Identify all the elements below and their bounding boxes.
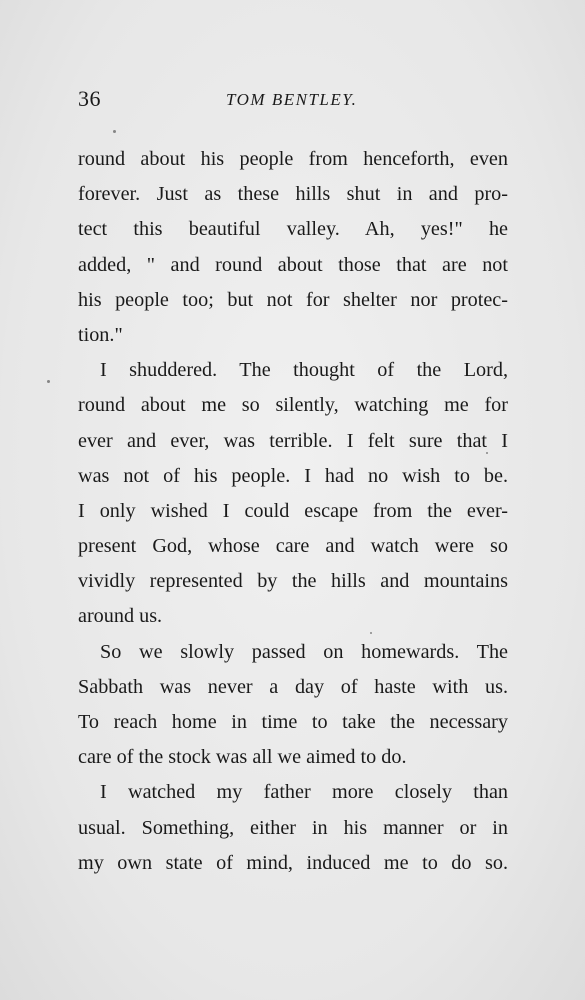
text-line: present God, whose care and watch were so xyxy=(78,535,508,558)
paragraph xyxy=(78,142,508,353)
text-line: tion." xyxy=(78,323,123,346)
page-number: 36 xyxy=(78,86,101,111)
text-line: To reach home in time to take the necessary xyxy=(78,711,508,733)
text-line: I shuddered. The thought of the Lord, xyxy=(100,359,508,382)
text-line: I only wished I could escape from the ever- xyxy=(78,499,508,522)
text-line: was not of his people. I had no wish to be. xyxy=(78,464,508,487)
text-line: tect this beautiful valley. Ah, yes!" he xyxy=(78,218,508,241)
ink-speck xyxy=(47,380,50,383)
page-header xyxy=(78,86,510,116)
paragraph xyxy=(78,775,508,881)
text-line: So we slowly passed on homewards. The xyxy=(100,640,508,663)
ink-speck xyxy=(486,452,488,454)
text-line: added, " and round about those that are not xyxy=(78,253,508,276)
text-line: vividly represented by the hills and mountains xyxy=(78,570,508,593)
ink-speck xyxy=(370,632,372,634)
text-line: around us. xyxy=(78,605,163,628)
text-line: my own state of mind, induced me to do so. xyxy=(78,851,508,874)
text-line: Sabbath was never a day of haste with us. xyxy=(78,675,508,698)
ink-speck xyxy=(113,130,116,133)
text-line: round about his people from henceforth, even xyxy=(78,148,508,170)
text-line: I watched my father more closely than xyxy=(100,781,508,804)
text-line: round about me so silently, watching me for xyxy=(78,394,508,417)
running-head: TOM BENTLEY. xyxy=(226,90,358,109)
text-line: usual. Something, either in his manner or in xyxy=(78,816,508,839)
text-line: his people too; but not for shelter nor protec- xyxy=(78,288,508,311)
text-line: forever. Just as these hills shut in and pro- xyxy=(78,183,508,206)
text-line: care of the stock was all we aimed to do. xyxy=(78,746,407,769)
text-line: ever and ever, was terrible. I felt sure that I xyxy=(78,429,508,452)
body-text xyxy=(78,142,508,881)
paragraph xyxy=(78,635,508,776)
paragraph xyxy=(78,353,508,635)
